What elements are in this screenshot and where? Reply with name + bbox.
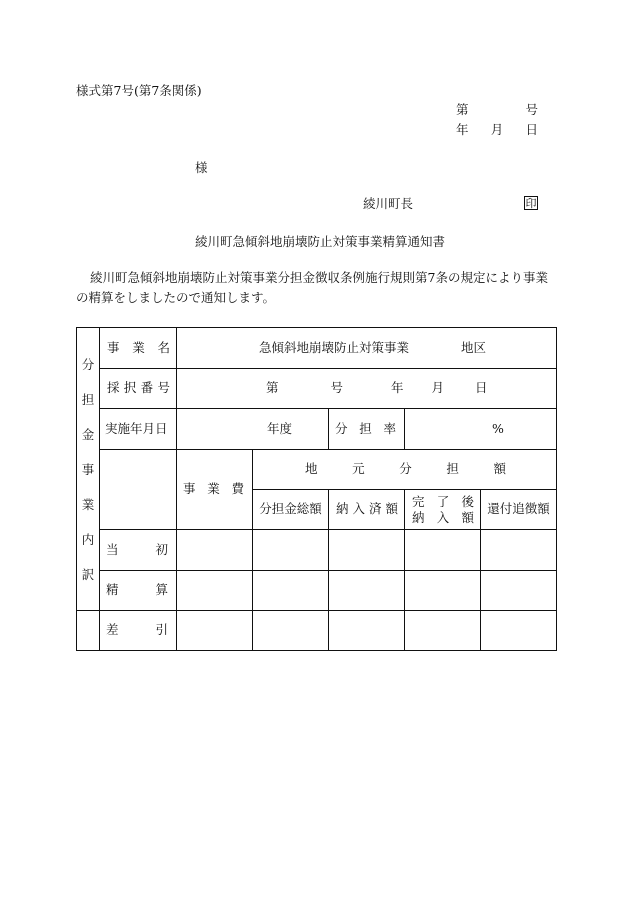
label-local-share: 地 元 分 担 額 bbox=[253, 450, 557, 490]
body-text: 綾川町急傾斜地崩壊防止対策事業分担金徴収条例施行規則第7条の規定により事業の精算をしましたので通知します。 bbox=[76, 270, 548, 305]
document-number bbox=[456, 104, 538, 117]
project-name-value[interactable]: 急傾斜地崩壊防止対策事業 地区 bbox=[177, 328, 557, 369]
label-jigyohi: 事 業 費 bbox=[177, 450, 253, 530]
adoption-number-value[interactable]: 第 号 年 月 日 bbox=[177, 369, 557, 409]
row-label-settlement: 精 算 bbox=[100, 571, 177, 611]
seal-mark: 印 bbox=[525, 196, 537, 210]
cell-difference-total[interactable] bbox=[253, 611, 329, 651]
settlement-table bbox=[76, 327, 557, 611]
cell-difference-jigyohi[interactable] bbox=[177, 611, 253, 651]
row-label-difference: 差 引 bbox=[100, 611, 177, 651]
number-go: 号 bbox=[525, 102, 538, 117]
date-hi: 日 bbox=[525, 122, 538, 137]
number-dai: 第 bbox=[456, 102, 469, 117]
label-total-share: 分担金総額 bbox=[253, 490, 329, 530]
date-nen: 年 bbox=[456, 122, 469, 137]
vertical-label-tail bbox=[77, 611, 100, 651]
cell-difference-refund[interactable] bbox=[481, 611, 557, 651]
blank-header-cell bbox=[100, 450, 177, 530]
cell-settlement-jigyohi[interactable] bbox=[177, 571, 253, 611]
date-tsuki: 月 bbox=[490, 122, 504, 137]
label-implementation-date: 実施年月日 bbox=[100, 409, 177, 450]
form-number: 様式第7号(第7条関係) bbox=[76, 83, 202, 98]
cell-initial-paid[interactable] bbox=[329, 530, 405, 571]
label-project-name: 事 業 名 bbox=[100, 328, 177, 369]
cell-initial-total[interactable] bbox=[253, 530, 329, 571]
sender-name: 綾川町長 bbox=[363, 196, 414, 211]
cell-initial-after[interactable] bbox=[405, 530, 481, 571]
settlement-table-last-row bbox=[76, 610, 557, 651]
cell-settlement-refund[interactable] bbox=[481, 571, 557, 611]
cell-initial-jigyohi[interactable] bbox=[177, 530, 253, 571]
cell-difference-paid[interactable] bbox=[329, 611, 405, 651]
cell-initial-refund[interactable] bbox=[481, 530, 557, 571]
cell-settlement-paid[interactable] bbox=[329, 571, 405, 611]
document-date bbox=[456, 124, 538, 137]
cell-settlement-after[interactable] bbox=[405, 571, 481, 611]
table-row bbox=[77, 611, 557, 651]
label-after-completion: 完 了 後 納 入 額 bbox=[405, 490, 481, 530]
document-title: 綾川町急傾斜地崩壊防止対策事業精算通知書 bbox=[195, 234, 446, 249]
addressee-sama: 様 bbox=[195, 160, 208, 175]
row-label-initial: 当 初 bbox=[100, 530, 177, 571]
table-row bbox=[77, 571, 557, 611]
share-rate-value[interactable]: % bbox=[405, 409, 557, 450]
table-row bbox=[77, 530, 557, 571]
label-share-rate: 分 担 率 bbox=[329, 409, 405, 450]
label-adoption-number: 採 択 番 号 bbox=[100, 369, 177, 409]
label-paid: 納 入 済 額 bbox=[329, 490, 405, 530]
label-refund: 還付追徴額 bbox=[481, 490, 557, 530]
cell-settlement-total[interactable] bbox=[253, 571, 329, 611]
fiscal-year-value[interactable]: 年度 bbox=[177, 409, 329, 450]
cell-difference-after[interactable] bbox=[405, 611, 481, 651]
vertical-label: 分 担 金 事 業 内 訳 bbox=[77, 328, 100, 611]
